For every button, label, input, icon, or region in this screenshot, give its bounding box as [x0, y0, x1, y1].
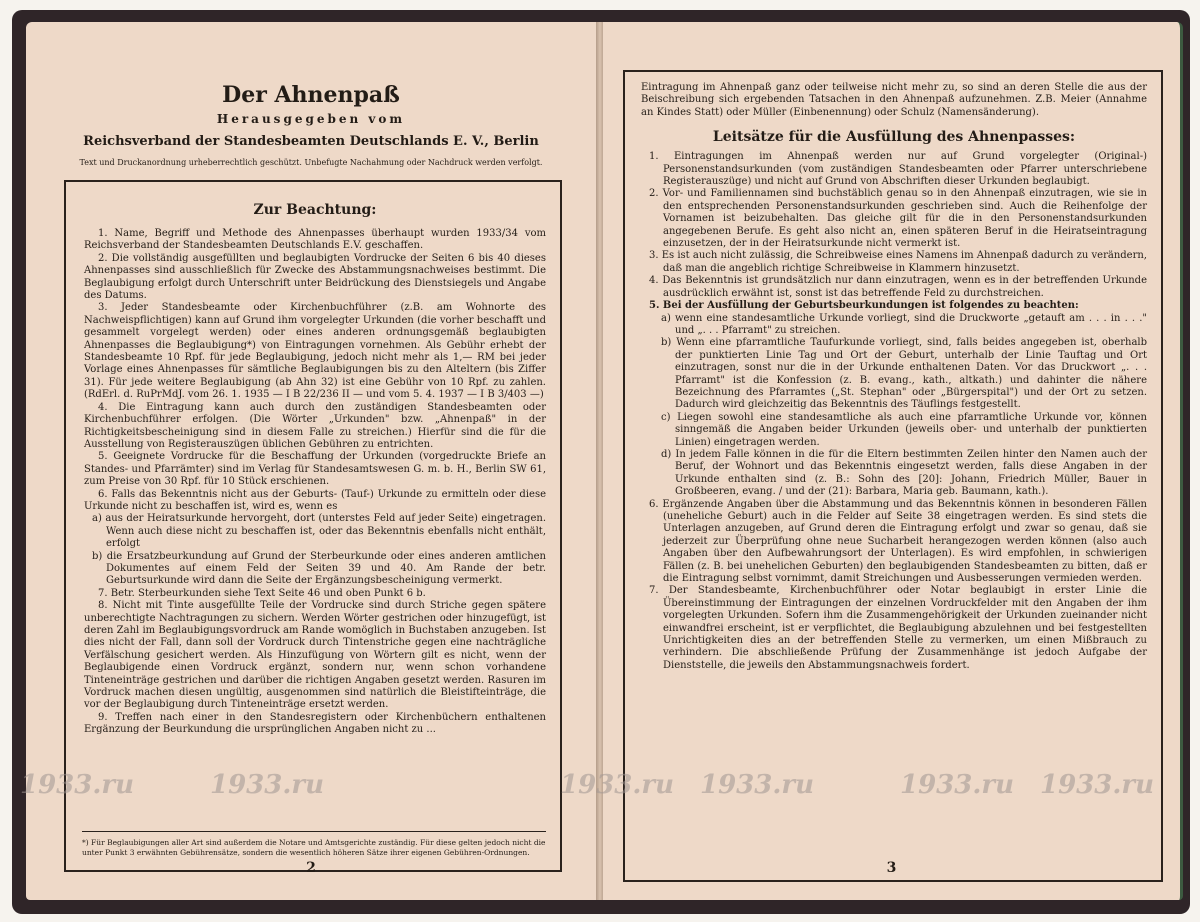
right-page	[603, 22, 1183, 900]
guideline-item: 2. Vor- und Familiennamen sind buchstäblich genau so in den Ahnenpaß einzutragen, wie sie in den entsprechenden Personenstandsurkunden geschrieben sind. Auch die Reihenfolge der Vornamen ist beizubehalten. Das gleiche gilt für die in den Personenstandsurkunden angegebenen Berufe. Es geht also nicht an, einen späteren Beruf in die Heiratseintragung einzusetzen, der in der Heiratsurkunde nicht vermerkt ist.	[649, 188, 1147, 250]
guideline-item: 5. Bei der Ausfüllung der Geburtsbeurkundungen ist folgendes zu beachten:	[649, 300, 1079, 312]
guideline-sub-item: d) In jedem Falle können in die für die Eltern bestimmten Zeilen hinter den Namen auch der Beruf, der Wohnort und das Bekenntnis eingesetzt werden, falls diese Angaben in der Urkunde enthalten sind (z. B.: Sohn des [20]: Johann, Friedrich Müller, Bauer in Großbeeren, evang. / und der (21): Barbara, Maria geb. Baumann, kath.).	[661, 448, 1147, 498]
notice-paragraph: 7. Betr. Sterbeurkunden siehe Text Seite 46 und oben Punkt 6 b.	[98, 587, 426, 599]
notice-paragraph: 4. Die Eintragung kann auch durch den zuständigen Standesbeamten oder Kirchenbuchführer erfolgen. (Die Wörter „Urkunden" bzw. „Ahnenpaß" in der Richtigkeitsbescheinigung sind in diesem Falle zu streichen.) Hierfür sind die für die Ausstellung von Registerauszügen üblichen Gebühren zu entrichten.	[84, 401, 546, 450]
publisher: Reichsverband der Standesbeamten Deutschlands E. V., Berlin	[83, 134, 539, 149]
notice-paragraph: 6. Falls das Bekenntnis nicht aus der Geburts- (Tauf-) Urkunde zu ermitteln oder diese Urkunde nicht zu beschaffen ist, wird es, wenn es	[84, 488, 546, 512]
notice-paragraph: 5. Geeignete Vordrucke für die Beschaffung der Urkunden (vorgedruckte Briefe an Standes- und Pfarrämter) sind im Verlag für Standesamtswesen G. m. b. H., Berlin SW 61, zum Preise von 30 Rpf. für 10 Stück erschienen.	[84, 451, 546, 488]
notice-paragraph: 1. Name, Begriff und Methode des Ahnenpasses überhaupt wurden 1933/34 vom Reichsverband der Standesbeamten Deutschlands E.V. geschaffen.	[84, 228, 546, 252]
intro-paragraph: Eintragung im Ahnenpaß ganz oder teilweise nicht mehr zu, so sind an deren Stelle die aus der Beischreibung sich ergebenden Tatsachen in den Ahnenpaß aufzunehmen. Z.B. Meier (Annahme an Kindes Statt) oder Müller (Einbenennung) oder Schulz (Namensänderung).	[641, 82, 1147, 118]
footnote: *) Für Beglaubigungen aller Art sind außerdem die Notare und Amtsgerichte zuständig. Für diese gelten jedoch nicht die unter Punkt 3 erwähnten Gebührensätze, sondern die wesentlich höheren Sätze ihrer eigenen Gebühren-Ordnungen.	[82, 831, 546, 858]
notice-paragraph: 8. Nicht mit Tinte ausgefüllte Teile der Vordrucke sind durch Striche gegen spätere unberechtigte Nachtragungen zu sichern. Werden Wörter gestrichen oder hinzugefügt, ist deren Zahl im Beglaubigungsvordruck am Rande womöglich in Buchstaben anzugeben. Ist dies nicht der Fall, dann soll der Vordruck durch Tintenstriche gegen eine nachträgliche Verfälschung gesichert werden. Als Hinzufügung von Wörtern gilt es nicht, wenn der Beglaubigende einen Vordruck ergänzt, sondern nur, wenn schon vorhandene Tinteneinträge gestrichen und darüber die richtigen Angaben gesetzt werden. Rasuren im Vordruck machen diesen ungültig, ausgenommen sind natürlich die Bleistifteinträge, die vor der Beglaubigung durch Tinteneinträge ersetzt werden.	[84, 600, 546, 711]
watermark-text: 1933.ru	[20, 770, 135, 800]
guideline-item: 4. Das Bekenntnis ist grundsätzlich nur dann einzutragen, wenn es in der betreffenden Urkunde ausdrücklich erwähnt ist, sonst ist das betreffende Feld zu durchstreichen.	[649, 275, 1147, 299]
watermark-text: 1933.ru	[900, 770, 1015, 800]
page-number: 2	[306, 860, 316, 876]
watermark-text: 1933.ru	[700, 770, 815, 800]
watermark-text: 1933.ru	[560, 770, 675, 800]
guidelines-title: Leitsätze für die Ausfüllung des Ahnenpasses:	[712, 129, 1076, 146]
page-subtitle: Herausgegeben vom	[216, 112, 406, 126]
notice-box	[64, 180, 562, 872]
watermark-text: 1933.ru	[1040, 770, 1155, 800]
guideline-item: 1. Eintragungen im Ahnenpaß werden nur auf Grund vorgelegter (Original-) Personenstandsurkunden (vom zuständigen Standesbeamten oder Pfarrer unterschriebene Registerauszüge) und nicht auf Grund von Abschriften dieser Urkunden beglaubigt.	[649, 151, 1147, 188]
notice-paragraph: 3. Jeder Standesbeamte oder Kirchenbuchführer (z.B. am Wohnorte des Nachweispflichtigen) kann auf Grund ihm vorgelegter Urkunden (die vorher beschafft und gesammelt vorgelegt werden) oder eines anderen ordnungsgemäß beglaubigten Ahnenpasses die Beglaubigung*) von Eintragungen vornehmen. Als Gebühr erhebt der Standesbeamte 10 Rpf. für jede Beglaubigung, jedoch nicht mehr als 1,— RM bei jeder Vorlage eines Ahnenpasses für sämtliche Beglaubigungen bis zu den Alteltern (bis Ziffer 31). Für jede weitere Beglaubigung (ab Ahn 32) ist eine Gebühr von 10 Rpf. zu zahlen. (RdErl. d. RuPrMdJ. vom 26. 1. 1935 — I B 22/236 II — und vom 5. 4. 1937 — I B 3/403 —)	[84, 302, 546, 401]
guideline-sub-item: a) wenn eine standesamtliche Urkunde vorliegt, sind die Druckworte „getauft am . . . in . . ." und „. . . Pfarramt" zu streichen.	[661, 312, 1147, 336]
guideline-item: 3. Es ist auch nicht zulässig, die Schreibweise eines Namens im Ahnenpaß dadurch zu verändern, daß man die angeblich richtige Schreibweise in Klammern hinzusetzt.	[649, 250, 1147, 274]
guideline-item: 6. Ergänzende Angaben über die Abstammung und das Bekenntnis können in besonderen Fällen (uneheliche Geburt) auch in die Felder auf Seite 38 eingetragen werden. Es sind stets die Unterlagen anzugeben, auf Grund deren die Eintragung erfolgt und zwar so genau, daß sie jederzeit zur Überprüfung ohne neue Sucharbeit herangezogen werden können (also auch Angaben über den Aufbewahrungsort der Unterlagen). Es wird empfohlen, in schwierigen Fällen (z. B. bei unehelichen Geburten) den beglaubigenden Standesbeamten zu bitten, daß er die Eintragung selbst vornimmt, damit Streichungen und Ausbesserungen vermieden werden.	[649, 498, 1147, 585]
guidelines-box	[623, 70, 1163, 882]
watermark-text: 1933.ru	[210, 770, 325, 800]
notice-sub-item: b) die Ersatzbeurkundung auf Grund der Sterbeurkunde oder eines anderen amtlichen Dokumentes auf einem Feld der Seiten 39 und 40. Am Rande der betr. Geburtsurkunde wird dann die Seite der Ergänzungsbescheinigung vermerkt.	[92, 550, 546, 587]
guideline-item: 7. Der Standesbeamte, Kirchenbuchführer oder Notar beglaubigt in erster Linie die Übereinstimmung der Eintragungen der einzelnen Vordruckfelder mit den Angaben der ihm vorgelegten Urkunden. Sofern ihm die Zusammengehörigkeit der Urkunden zueinander nicht einwandfrei erscheint, ist er verpflichtet, die Beglaubigung abzulehnen und bei festgestellten Unrichtigkeiten dies an der betreffenden Stelle zu vermerken, um einen Mißbrauch zu verhindern. Die abschließende Prüfung der Zusammenhänge ist jedoch Aufgabe der Dienststelle, die jeweils den Abstammungsnachweis fordert.	[649, 585, 1147, 671]
page-number: 3	[886, 860, 897, 876]
page-title: Der Ahnenpaß	[222, 82, 400, 108]
notice-paragraph: 9. Treffen nach einer in den Standesregistern oder Kirchenbüchern enthaltenen Ergänzung der Beurkundung die ursprünglichen Angaben nicht zu ...	[84, 711, 546, 736]
notice-box-title: Zur Beachtung:	[253, 202, 377, 218]
guideline-sub-item: c) Liegen sowohl eine standesamtliche als auch eine pfarramtliche Urkunde vor, können sinngemäß die Angaben beider Urkunden (jeweils ober- und unterhalb der punktierten Linien) eingetragen werden.	[661, 411, 1147, 448]
notice-sub-item: a) aus der Heiratsurkunde hervorgeht, dort (unterstes Feld auf jeder Seite) eingetragen. Wenn auch diese nicht zu beschaffen ist, oder das Bekenntnis ebenfalls nicht enthält, erfolgt	[92, 513, 546, 550]
copyright-note: Text und Druckanordnung urheberrechtlich geschützt. Unbefugte Nachahmung oder Nachdruck werden verfolgt.	[79, 158, 543, 167]
guideline-sub-item: b) Wenn eine pfarramtliche Taufurkunde vorliegt, sind, falls beides angegeben ist, oberhalb der punktierten Linie Tag und Ort der Geburt, unterhalb der Linie Tauftag und Ort einzutragen, sonst nur die in der Urkunde enthaltenen Daten. Vor das Druckwort „. . . Pfarramt" ist die Konfession (z. B. evang., kath., altkath.) und dahinter die nähere Bezeichnung des Pfarramtes („St. Stephan" oder „Bürgerspital") und der Ort zu setzen. Dadurch wird gleichzeitig das Bekenntnis des Täuflings festgestellt.	[661, 337, 1147, 411]
notice-paragraph: 2. Die vollständig ausgefüllten und beglaubigten Vordrucke der Seiten 6 bis 40 dieses Ahnenpasses sind ausschließlich für Zwecke des Abstammungsnachweises bestimmt. Die Beglaubigung erfolgt durch Unterschrift unter Beidrückung des Dienstsiegels und Angabe des Datums.	[84, 252, 546, 302]
left-page	[26, 22, 596, 900]
